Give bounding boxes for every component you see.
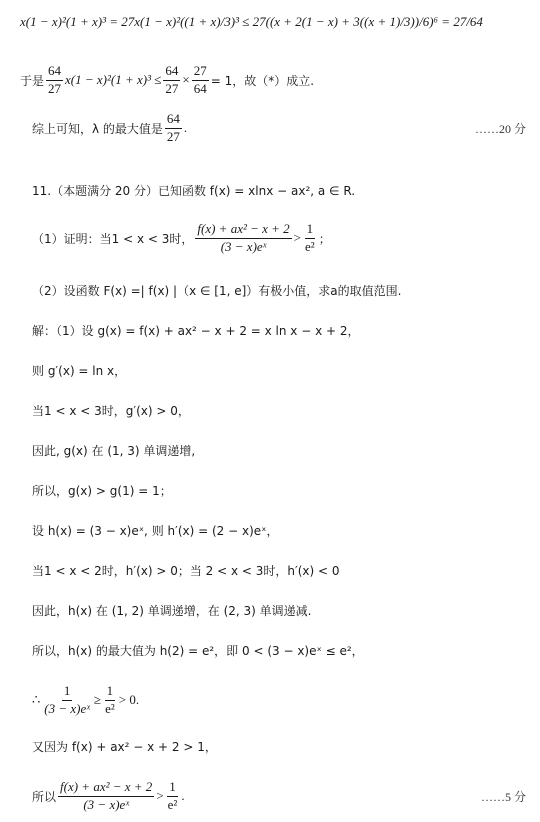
solution-text-2: 则 g′(x) = ln x， [32, 364, 127, 378]
solution-text-7: 当1 < x < 2时，h′(x) > 0；当 2 < x < 3时，h′(x) < 0 [32, 564, 340, 578]
part-2-text: （2）设函数 F(x) =| f(x) |（x ∈ [1, e]）有极小值，求a的取值范围. [32, 284, 402, 298]
part-1-statement: （1）证明：当1 < x < 3时， $\frac{\text{f(x) + ax² − x + 2}}{\text{(3 − x)eˣ}}$ > $\frac{1}{\text{e²}}$ ； [32, 221, 331, 254]
score-marker-20: ……20 分 [474, 121, 526, 136]
part-2-statement [32, 282, 540, 299]
solution-line-8 [32, 602, 540, 619]
conclusion-line: 于是 $\frac{64}{27}$ x(1 − x)²(1 + x)³ ≤ $\frac{64}{27}$ × $\frac{27}{64}$ = 1，故（*）成立. [20, 63, 315, 96]
fraction-64-27: $\frac{64}{27}$ [48, 63, 62, 96]
max-value-text: 综上可知，λ 的最大值是 [32, 121, 163, 136]
conclusion-expression: x(1 − x)²(1 + x)³ ≤ [65, 72, 162, 88]
solution-text-3: 当1 < x < 3时，g′(x) > 0， [32, 404, 190, 418]
score-marker-5: ……5 分 [480, 789, 526, 804]
solution-text-9: 所以，h(x) 的最大值为 h(2) = e²，即 0 < (3 − x)eˣ ≤ e²， [32, 644, 364, 658]
solution-line-4 [32, 442, 540, 459]
solution-line-7 [32, 562, 540, 579]
solution-line-12: 所以 $\frac{\text{f(x) + ax² − x + 2}}{\text{(3 − x)eˣ}}$ > $\frac{1}{\text{e²}}$ . ……5 分 [32, 779, 526, 812]
solution-line-11 [32, 738, 540, 755]
solution-line-5 [32, 482, 540, 499]
part-1-prefix: （1）证明：当1 < x < 3时， [32, 231, 194, 246]
solution-text-11: 又因为 f(x) + ax² − x + 2 > 1， [32, 740, 217, 754]
solution-line-9 [32, 642, 540, 659]
part-1-fraction: $\frac{\text{f(x) + ax² − x + 2}}{\text{(3 − x)eˣ}}$ [197, 221, 290, 254]
solution-text-1: 解：（1）设 g(x) = f(x) + ax² − x + 2 = x ln x − x + 2， [32, 324, 360, 338]
conclusion-tail: = 1，故（*）成立. [210, 73, 315, 88]
solution-text-6: 设 h(x) = (3 − x)eˣ, 则 h′(x) = (2 − x)eˣ， [32, 524, 279, 538]
solution-text-4: 因此, g(x) 在 (1, 3) 单调递增, [32, 444, 196, 458]
reciprocal-e2-fraction: $\frac{1}{\text{e²}}$ [105, 683, 115, 716]
fraction-27-64: $\frac{27}{64}$ [193, 63, 207, 96]
solution-line-10: ∴ $\frac{1}{\text{(3 − x)eˣ}}$ ≥ $\frac{1}{\text{e²}}$ > 0. [32, 683, 140, 716]
inequality-text-1: x(1 − x)²(1 + x)³ = 27x(1 − x)²((1 + x)/3)³ ≤ 27((x + 2(1 − x) + 3((x + 1)/3))/6)⁶ = 27/64 [20, 14, 483, 29]
problem-11-statement [32, 182, 540, 199]
inequality-line-1 [20, 14, 540, 30]
fraction-64-27-second: $\frac{64}{27}$ [165, 63, 179, 96]
reciprocal-fraction: $\frac{1}{\text{(3 − x)eˣ}}$ [44, 683, 90, 716]
solution-line-2 [32, 362, 540, 379]
solution-line-1 [32, 322, 540, 339]
solution-line-6 [32, 522, 540, 539]
final-fraction: $\frac{\text{f(x) + ax² − x + 2}}{\text{(3 − x)eˣ}}$ [60, 779, 153, 812]
part-1-rhs-fraction: $\frac{1}{\text{e²}}$ [305, 221, 315, 254]
max-value-fraction: $\frac{64}{27}$ [166, 111, 180, 144]
problem-11-text: 11.（本题满分 20 分）已知函数 f(x) = xlnx − ax², a ∈ R. [32, 184, 356, 198]
solution-line-3 [32, 402, 540, 419]
solution-text-5: 所以，g(x) > g(1) = 1； [32, 484, 172, 498]
final-rhs-fraction: $\frac{1}{\text{e²}}$ [167, 779, 178, 812]
max-value-line: 综上可知，λ 的最大值是 $\frac{64}{27}$ . ……20 分 [32, 111, 526, 144]
solution-text-8: 因此，h(x) 在 (1, 2) 单调递增，在 (2, 3) 单调递减. [32, 604, 312, 618]
conclusion-prefix: 于是 [20, 73, 45, 88]
